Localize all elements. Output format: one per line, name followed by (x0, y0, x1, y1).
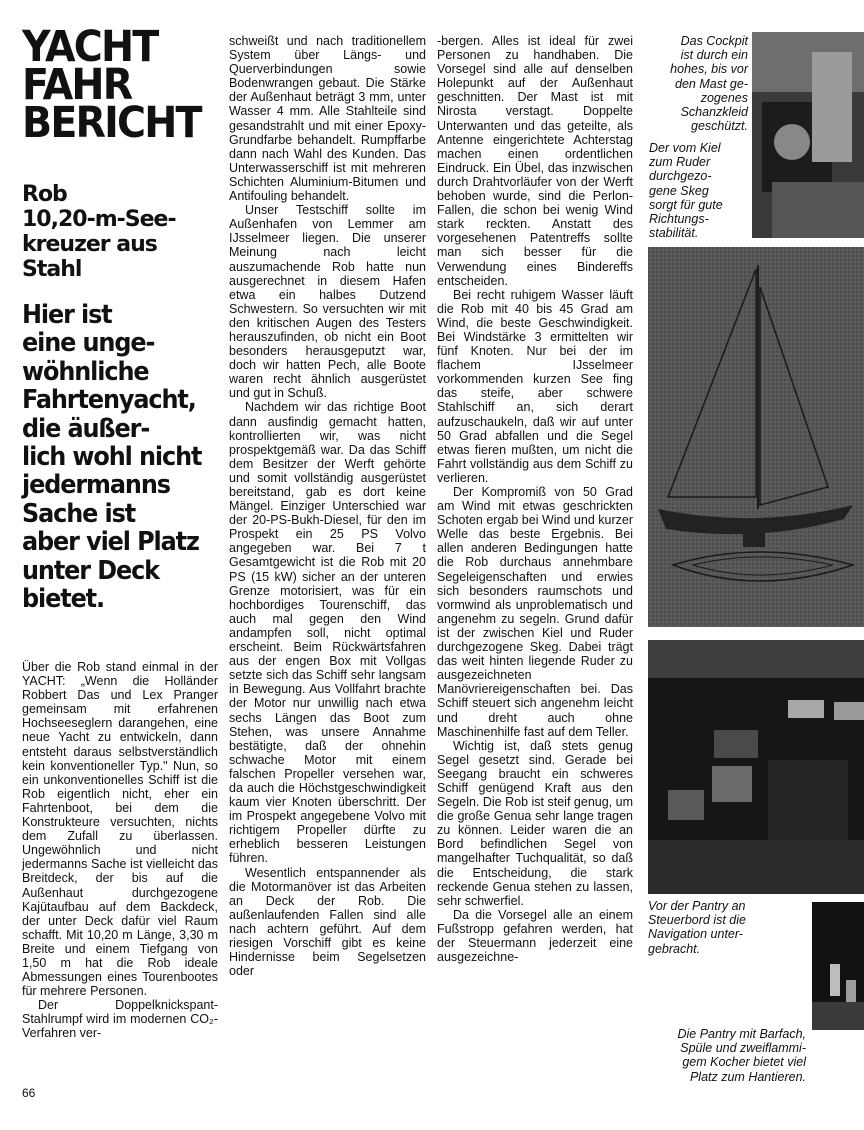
caption-line: Spüle und zweiflammi- (680, 1041, 806, 1056)
subhead-line: Rob (22, 182, 67, 207)
caption-line: Richtungs- (649, 212, 709, 227)
lead-line: bietet. (22, 584, 105, 615)
caption-line: zogenes (700, 90, 748, 105)
lead-line: Sache ist (22, 498, 136, 529)
pantry-photo (812, 902, 864, 1030)
caption-line: den Mast ge- (675, 76, 748, 91)
caption-pantry (640, 1027, 806, 1084)
subhead-line: 10,20-m-See- (22, 207, 176, 232)
article-column-3 (437, 34, 633, 964)
sailplan-drawing (648, 247, 864, 627)
caption-line: Navigation unter- (648, 927, 743, 942)
caption-line: Vor der Pantry an (648, 899, 746, 913)
paragraph: Nachdem wir das richtige Boot dann ausfindig gemacht hatten, kontrollierten wir, was nicht prospektgemäß war. Da das Schiff dem Besitzer der Werft gehörte und somit vollständig ausgerüstet bereitstand, gab es dort keine Mängel. Einziger Unterschied war der 20-PS-Bukh-Diesel, für den im Prospekt ein 25 PS Volvo angegeben war. Bei 7 t Gesamtgewicht ist die Rob mit 20 PS (15 kW) sicher an der unteren Grenze motorisiert, was für ein hochbordiges Tourenschiff, das auch mal gegen den Wind andampfen soll, nicht optimal erscheint. Beim Rückwärtsfahren aus der engen Box mit Vollgas setzte sich das Schiff sehr langsam in Bewegung. Aus Vollfahrt brachte der Motor nur unwillig nach etwa sechs Längen das Boot zum Stehen, was unsere Annahme bestätigte, daß der ohnehin schwache Motor mit einem falschen Propeller versehen war, da auch die Höchstgeschwindigkeit kaum vier Knoten überschritt. Der im Prospekt angegebene Volvo mit richtigem Propeller dürfte zu erheblich besseren Leistungen führen. (229, 400, 426, 866)
caption-line: gene Skeg (649, 183, 709, 198)
lead-line: die äußer- (22, 413, 150, 444)
subheadline (22, 182, 176, 282)
caption-line: stabilität. (649, 226, 699, 241)
caption-line: hohes, bis vor (670, 62, 748, 77)
caption-line: gebracht. (648, 941, 701, 956)
subhead-line: Stahl (22, 257, 82, 282)
lead-line: Fahrtenyacht, (22, 385, 196, 416)
caption-navigation (648, 899, 812, 956)
caption-line: ist durch ein (680, 48, 748, 63)
paragraph: Bei recht ruhigem Wasser läuft die Rob mit 40 bis 45 Grad am Wind, die beste Geschwindigkeit. Bei Windstärke 3 ermittelten wir fünf Knoten. Nur bei der im flachem IJsselmeer vorkommenden kurzen See fing das steife, aber schwere Stahlschiff an, sich derart aufzuschaukeln, daß wir auf unter 50 Grad abfallen und die Segel etwas fieren mußten, um nicht die Fahrt vollständig aus dem Schiff zu verlieren. (437, 287, 633, 485)
cockpit-photo (752, 32, 864, 238)
paragraph: Wesentlich entspannender als die Motormanöver ist das Arbeiten an Deck der Rob. Die außenlaufenden Fallen sind alle nach achtern geführt. Auf dem riesigen Vorschiff gibt es keine Hindernisse beim Segelsetzen oder (229, 865, 426, 979)
caption-line: Schanzkleid (680, 105, 748, 120)
caption-line: Das Cockpit (680, 34, 748, 48)
caption-line: Platz zum Hantieren. (689, 1069, 806, 1084)
paragraph: Wichtig ist, daß stets genug Segel gesetzt sind. Gerade bei Seegang braucht ein schweres Schiff genügend Kraft aus den Segeln. Die Rob ist steif genug, um die große Genua sehr lange tragen zu können. Leider waren die an Bord befindlichen Segel von mangelhafter Tuchqualität, so daß die Entscheidung, die stark reckende Genua stehen zu lassen, sehr schwerfiel. (437, 738, 633, 908)
paragraph: -bergen. Alles ist ideal für zwei Personen zu handhaben. Die Vorsegel sind alle auf denselben Holepunkt auf der Außenhaut geschnitten. Der Mast ist mit Nirosta verstagt. Doppelte Unterwanten und das geteilte, als Antenne eingerichtete Achterstag machen einen ordentlichen Eindruck. Ein Übel, das inzwischen durch Drahtvorläufer von der Werft behoben wurde, sind die Perlon-Fallen, die schon bei wenig Wind stark reckten. Anstatt des vorgesehenen Patentreffs sollte man sich besser für die Verwendung eines Bindereffs entscheiden. (437, 34, 633, 288)
headline-line: YACHT (22, 22, 158, 72)
caption-line: geschützt. (691, 119, 748, 134)
lead-line: wöhnliche (22, 356, 149, 387)
paragraph: Da die Vorsegel alle an einem Fußstropp gefahren werden, hat der Steuermann jederzeit eine ausgezeichne- (437, 907, 633, 965)
caption-line: Steuerbord ist die (648, 913, 746, 928)
caption-line: durchgezo- (649, 169, 712, 184)
paragraph: schweißt und nach traditionellem System über Längs- und Querverbindungen sowie Bodenwrangen gebaut. Die Stärke der Außenhaut beträgt 3 mm, unter Wasser 4 mm. Alle Stahlteile sind gesandstrahlt und mit einer Epoxy-Grundfarbe behandelt. Rumpffarbe dann nach Wahl des Kunden. Das Unterwasserschiff ist mit mehreren Schichten Aluminium-Bitumen und Antifouling behandelt. (229, 34, 426, 204)
caption-skeg (649, 141, 753, 240)
lead-line: aber viel Platz (22, 527, 199, 558)
lead-line: jedermanns (22, 470, 170, 501)
paragraph: Der Doppelknickspant-Stahlrumpf wird im modernen CO₂-Verfahren ver- (22, 998, 218, 1041)
lead-line: eine unge- (22, 328, 155, 359)
lead-line: unter Deck (22, 555, 159, 586)
paragraph: Unser Testschiff sollte im Außenhafen von Lemmer am IJsselmeer liegen. Die unserer Meinung nach leicht auszumachende Rob hatte nun ausgerechnet in diesem Hafen etwa ein halbes Dutzend Schwestern. So versuchten wir mit den kritischen Augen des Testers herauszufinden, ob nicht ein Boot besonders herausgeputzt war, doch wir hatten Pech, alle Boote waren recht ähnlich ausgerüstet und gut in Schuß. (229, 203, 426, 401)
lead-line: lich wohl nicht (22, 442, 202, 473)
article-column-1 (22, 660, 218, 1041)
caption-line: sorgt für gute (649, 197, 723, 212)
headline-line: FAHR (22, 60, 132, 110)
subhead-line: kreuzer aus (22, 232, 157, 257)
caption-line: zum Ruder (649, 155, 711, 170)
article-column-2 (229, 34, 426, 978)
caption-cockpit (640, 34, 748, 133)
caption-line: gem Kocher bietet viel (682, 1055, 806, 1070)
caption-line: Der vom Kiel (649, 141, 721, 155)
paragraph: Über die Rob stand einmal in der YACHT: „Wenn die Holländer Robbert Das und Lex Pranger gemeinsam mit erfahrenen Hochseeseglern darangehen, eine neue Yacht zu entwickeln, dann entsteht daraus selbstverständlich kein konventioneller Typ." Nun, so ein unkonventionelles Schiff ist die Rob eigentlich nicht, eher ein Fahrtenboot, bei dem die Konstrukteure versuchten, nichts dem Zufall zu überlassen. Ungewöhnlich und nicht jedermanns Sache ist vielleicht das Breitdeck, der bis auf die Außenhaut durchgezogene Kajütaufbau auf dem Backdeck, der unter Deck dafür viel Raum schafft. Mit 10,20 m Länge, 3,30 m Breite und einem Tiefgang von 1,50 m hat die Rob ideale Abmessungen eines Tourenbootes für mehrere Personen. (22, 660, 218, 999)
navigation-photo (648, 640, 864, 894)
headline-line: BERICHT (22, 98, 201, 148)
headline (22, 22, 201, 148)
lead-text (22, 301, 206, 613)
lead-line: Hier ist (22, 300, 112, 330)
caption-line: Die Pantry mit Barfach, (677, 1027, 806, 1041)
page-number: 66 (22, 1086, 36, 1100)
paragraph: Der Kompromiß von 50 Grad am Wind mit etwas geschrickten Schoten ergab bei Wind und kurzer Welle das beste Ergebnis. Bei allen anderen Bedingungen hatte die Rob durchaus annehmbare Segeleigenschaften und erwies sich besonders raumschots und vormwind als unproblematisch und angenehm zu segeln. Grund dafür ist der zwischen Kiel und Ruder durchgezogene Skeg. Dabei trägt das weit hinten liegende Ruder zu ausgezeichneten Manövriereigenschaften bei. Das Schiff steuert sich angenehm leicht und dreht auch ohne Maschinenhilfe fast auf dem Teller. (437, 485, 633, 739)
